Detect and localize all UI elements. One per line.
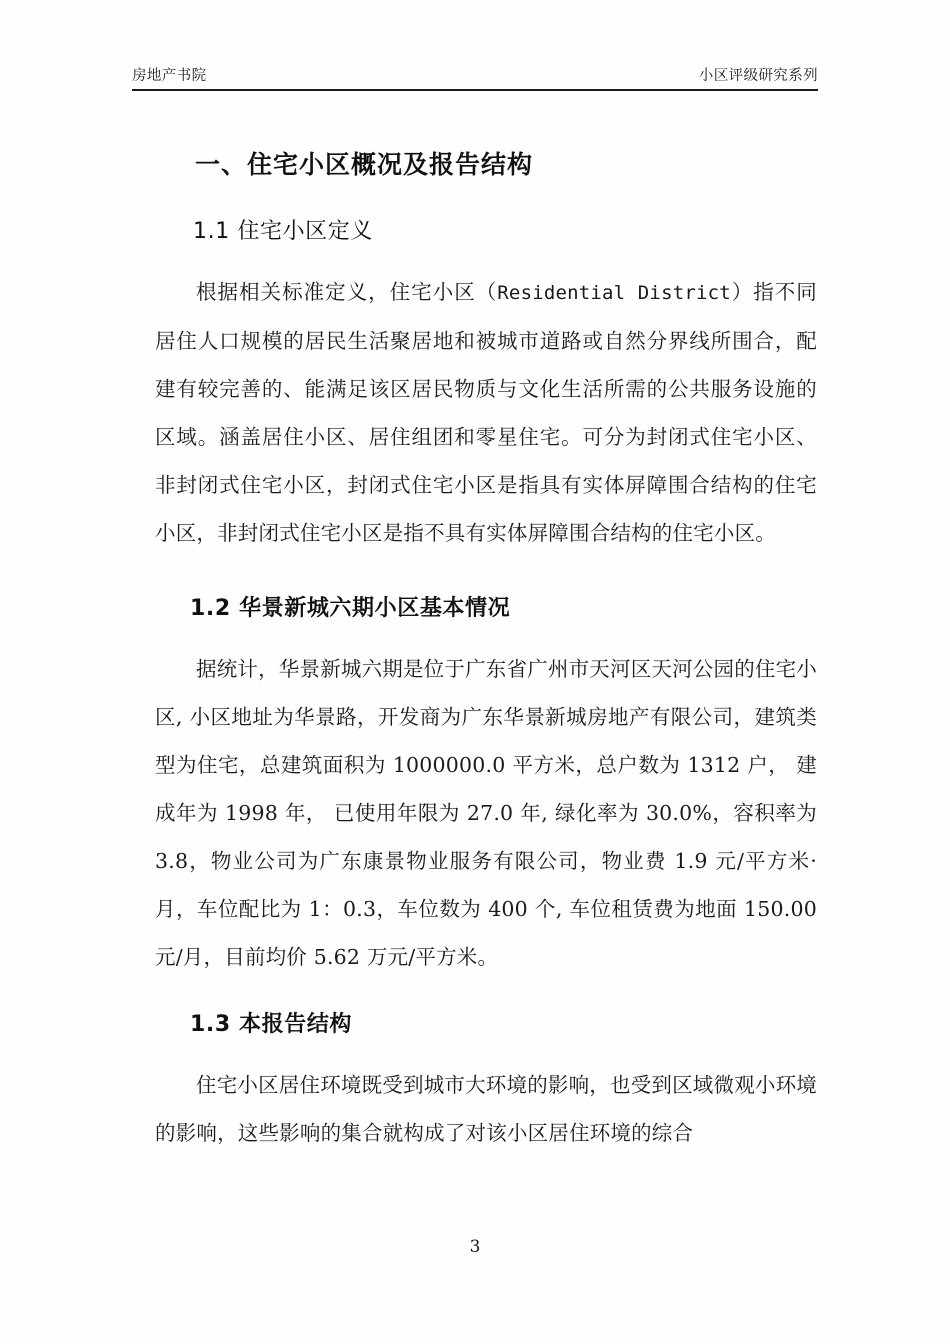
spacer	[155, 188, 817, 210]
paragraph-1-1-term: Residential District	[497, 282, 731, 304]
page-number: 3	[469, 1237, 481, 1257]
header-right-text: 小区评级研究系列	[698, 68, 818, 84]
spacer	[155, 981, 817, 1003]
section-heading-1-1: 1.1 住宅小区定义	[193, 219, 373, 244]
chapter-heading: 一、住宅小区概况及报告结构	[195, 150, 534, 179]
header-left-text: 房地产书院	[132, 68, 207, 84]
spacer	[155, 1047, 817, 1061]
document-body	[155, 120, 817, 1157]
section-heading-1-2: 1.2 华景新城六期小区基本情况	[190, 596, 511, 621]
spacer	[155, 254, 817, 268]
paragraph-1-1-lead: 根据相关标准定义，住宅小区（	[196, 280, 498, 304]
paragraph-1-1-rest: ）指不同居住人口规模的居民生活聚居地和被城市道路或自然分界线所围合，配建有较完善的、能满足该区居民物质与文化生活所需的公共服务设施的区域。涵盖居住小区、居住组团和零星住宅。可分为封闭式住宅小区、非封闭式住宅小区，封闭式住宅小区是指具有实体屏障围合结构的住宅小区，非封闭式住宅小区是指不具有实体屏障围合结构的住宅小区。	[155, 280, 817, 545]
section-heading-1-3: 1.3 本报告结构	[190, 1012, 353, 1037]
paragraph-1-2: 据统计，华景新城六期是位于广东省广州市天河区天河公园的住宅小区, 小区地址为华景路，开发商为广东华景新城房地产有限公司，建筑类型为住宅，总建筑面积为 1000000.0 平方米，总户数为 1312 户， 建成年为 1998 年， 已使用年限为 27.0 年, 绿化率为 30.0%，容积率为 3.8，物业公司为广东康景物业服务有限公司，物业费 1.9 元/平方米·月，车位配比为 1：0.3，车位数为 400 个, 车位租赁费为地面 150.00 元/月，目前均价 5.62 万元/平方米。	[155, 657, 817, 969]
paragraph-1-3: 住宅小区居住环境既受到城市大环境的影响，也受到区域微观小环境的影响，这些影响的集合就构成了对该小区居住环境的综合	[155, 1073, 817, 1145]
spacer	[155, 631, 817, 645]
running-header	[132, 64, 818, 85]
spacer	[155, 557, 817, 587]
paragraph-1-1	[155, 268, 817, 557]
header-divider	[132, 89, 818, 91]
spacer	[155, 120, 817, 142]
